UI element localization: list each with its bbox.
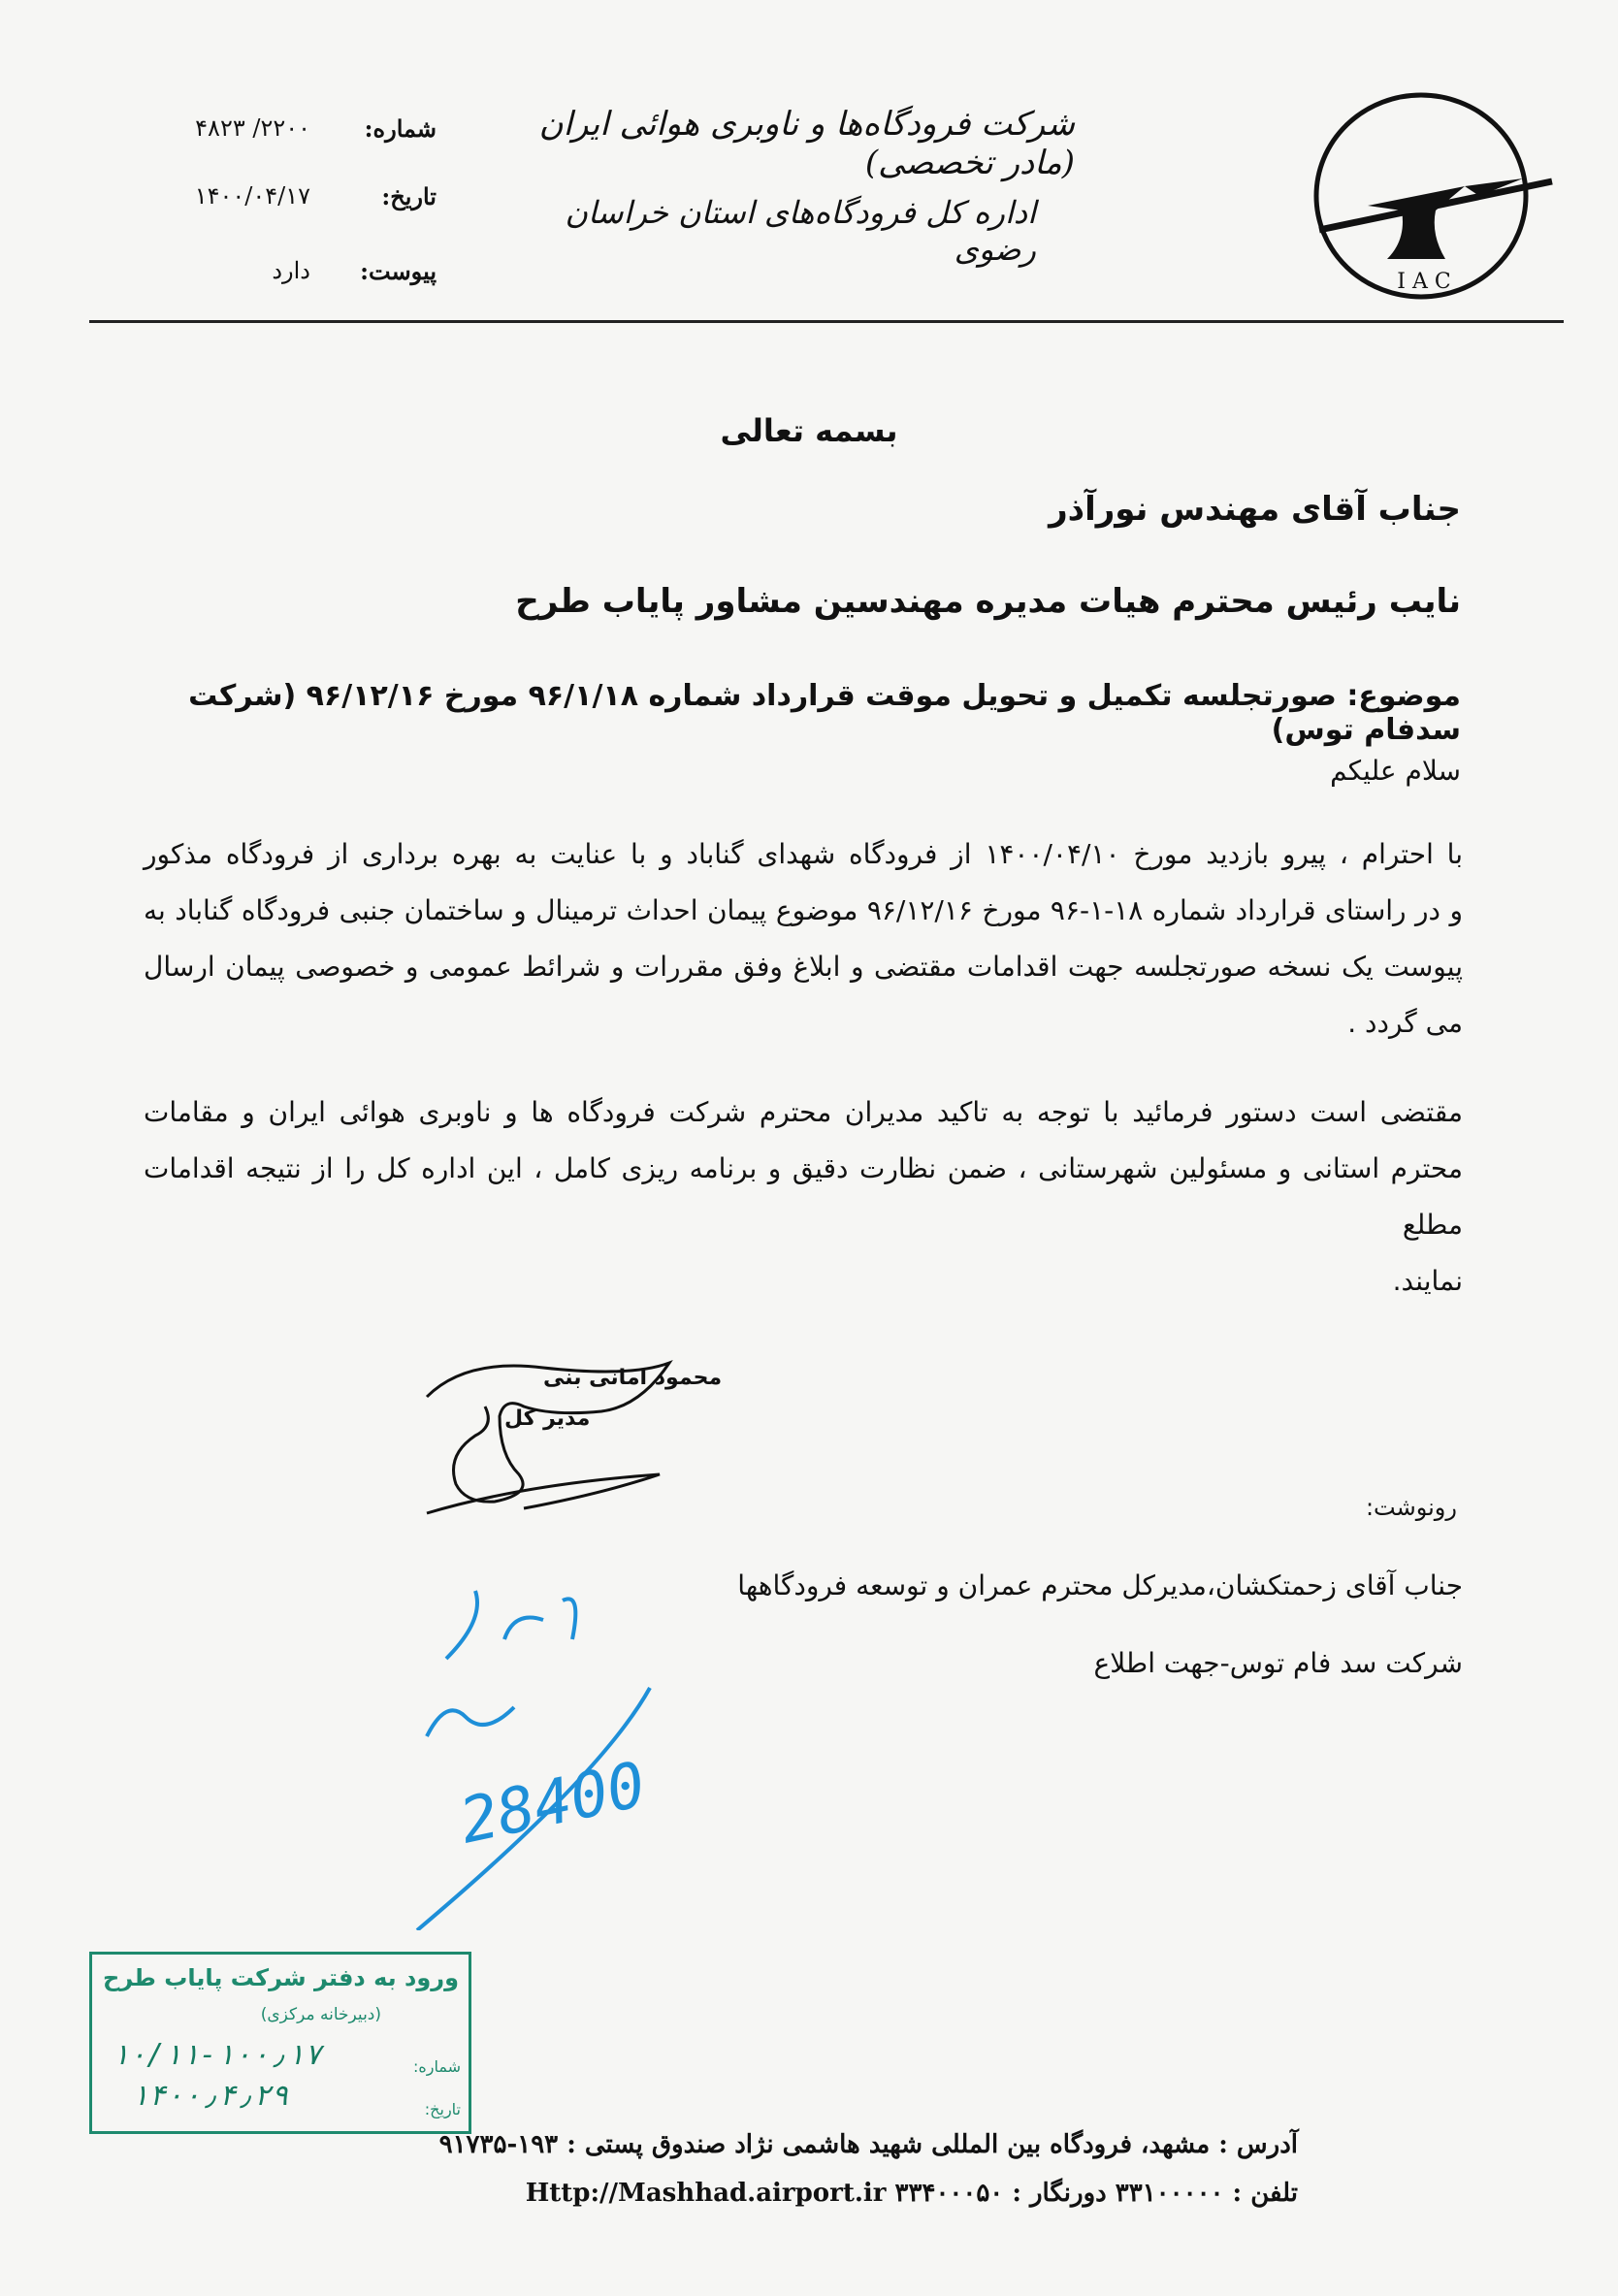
letter-number-row	[126, 114, 437, 153]
letter-date-value: ۱۴۰۰/۰۴/۱۷	[194, 182, 310, 210]
paragraph-2-line: محترم استانی و مسئولین شهرستانی ، ضمن نظارت دقیق و برنامه ریزی کامل ، این اداره کل را از نتیجه اقدامات مطلع	[144, 1152, 1463, 1241]
cc-item: شرکت سد فام توس-جهت اطلاع	[1093, 1647, 1463, 1679]
signer-title: مدیر کل	[504, 1407, 591, 1431]
greeting: سلام علیکم	[1330, 755, 1461, 787]
receipt-stamp	[89, 1952, 471, 2134]
letter-attachment-row	[126, 257, 437, 296]
paragraph-1-line: با احترام ، پیرو بازدید مورخ ۱۴۰۰/۰۴/۱۰ از فرودگاه شهدای گناباد و با عنایت به بهره برداری از فرودگاه مذکور	[144, 838, 1463, 870]
iac-logo-icon	[1300, 89, 1562, 303]
letter-subject: موضوع: صورتجلسه تکمیل و تحویل موقت قرارداد شماره ۹۶/۱/۱۸ مورخ ۹۶/۱۲/۱۶ (شرکت سدفام توس)	[188, 679, 1461, 747]
paragraph-1-line: می گردد .	[1347, 1007, 1463, 1039]
letter-date-label: تاریخ:	[381, 182, 437, 210]
letter-date-row	[126, 182, 437, 221]
recipient-name: جناب آقای مهندس نورآذر	[1049, 490, 1461, 529]
footer-address: آدرس : مشهد، فرودگاه بین المللی شهید هاشمی نژاد صندوق پستی : ۱۹۳-۹۱۷۳۵	[438, 2130, 1298, 2159]
cc-item: جناب آقای زحمتکشان،مدیرکل محترم عمران و توسعه فرودگاهها	[737, 1569, 1463, 1601]
letter-attachment-label: پیوست:	[360, 257, 437, 285]
recipient-title: نایب رئیس محترم هیات مدیره مهندسین مشاور پایاب طرح	[515, 582, 1461, 621]
stamp-subtitle: (دبیرخانه مرکزی)	[260, 2005, 381, 2024]
office-name: اداره کل فرودگاه‌های استان خراسان رضوی	[565, 194, 1036, 268]
signer-name: محمود امانی بنی	[543, 1366, 723, 1390]
invocation: بسمه تعالی	[720, 412, 898, 449]
logo-letters: I A C	[1397, 270, 1451, 294]
paragraph-1-line: و در راستای قرارداد شماره ۱۸-۱-۹۶ مورخ ۹۶/۱۲/۱۶ موضوع پیمان احداث ترمینال و ساختمان جنبی فرودگاه گناباد به	[144, 894, 1464, 926]
handwritten-number: 28400	[453, 1749, 652, 1859]
paragraph-1	[144, 826, 1463, 1051]
stamp-title: ورود به دفتر شرکت پایاب طرح	[103, 1964, 459, 1991]
stamp-number-label: شماره:	[412, 2057, 461, 2076]
company-name: شرکت فرودگاه‌ها و ناوبری هوائی ایران (مادر تخصصی)	[538, 105, 1075, 182]
cc-label: رونوشت:	[1365, 1494, 1457, 1521]
stamp-date-value: ۱۴۰۰٫۴٫۲۹	[131, 2079, 289, 2113]
paragraph-2	[144, 1084, 1463, 1310]
stamp-date-label: تاریخ:	[424, 2100, 461, 2118]
letter-number-value: ۲۲۰۰/ ۴۸۲۳	[195, 114, 310, 142]
handwritten-annotation	[407, 1581, 718, 1930]
letter-number-label: شماره:	[364, 114, 437, 143]
paragraph-2-line: نمایند.	[1392, 1265, 1463, 1297]
paragraph-2-line: مقتضی است دستور فرمائید با توجه به تاکید مدیران محترم شرکت فرودگاه ها و ناوبری هوائی ایران و مقامات	[144, 1096, 1463, 1128]
letter-attachment-value: دارد	[272, 257, 310, 284]
paragraph-1-line: پیوست یک نسخه صورتجلسه جهت اقدامات مقتضی و ابلاغ وفق مقررات و شرائط عمومی و خصوصی پیمان ارسال	[144, 951, 1463, 983]
footer-contact: تلفن : ۳۳۱۰۰۰۰۰ دورنگار : ۳۳۴۰۰۰۵۰ Http://Mashhad.airport.ir	[525, 2179, 1298, 2208]
header-divider	[89, 320, 1564, 323]
stamp-number-value: ۱۰/۱۱-۱۰۰٫۱۷	[112, 2038, 322, 2072]
